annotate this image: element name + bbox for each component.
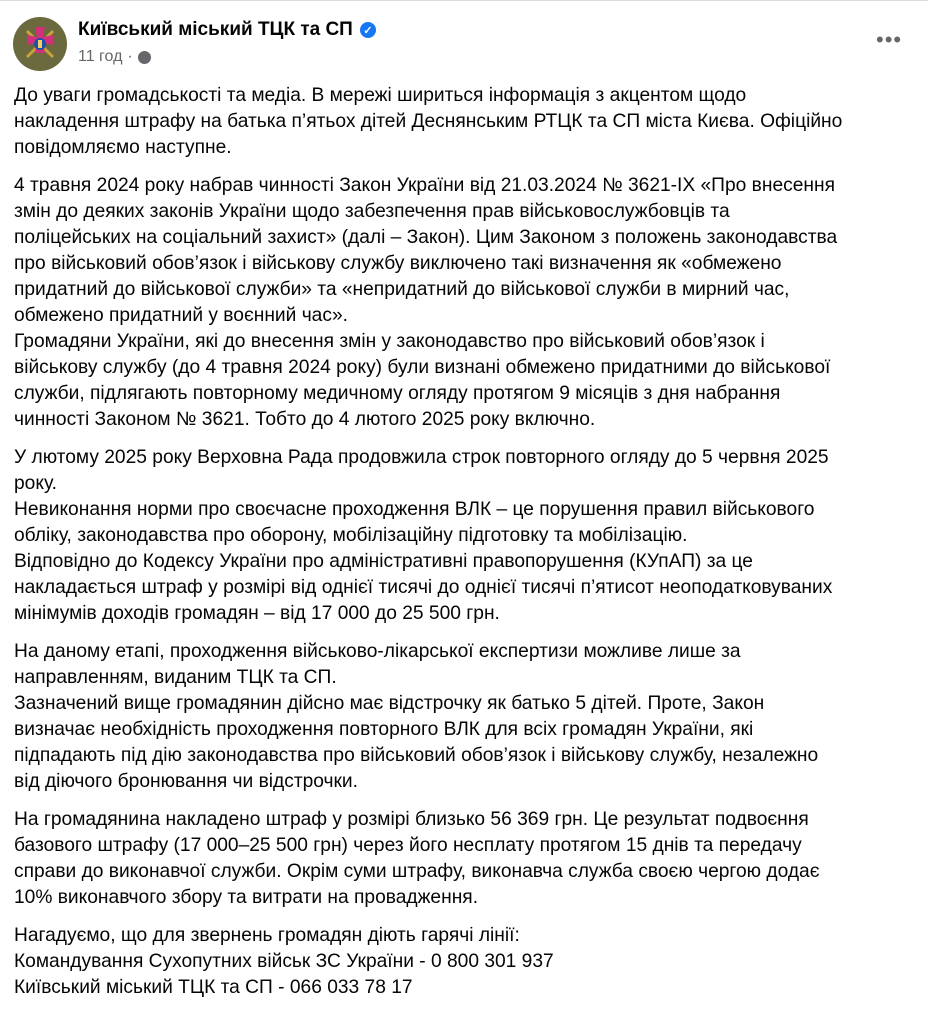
text-line: визначає необхідність проходження повторного ВЛК для всіх громадян України, які bbox=[14, 719, 754, 740]
text-line: 4 травня 2024 року набрав чинності Закон України від 21.03.2024 № 3621-IX «Про внесення bbox=[14, 175, 835, 196]
text-line: На громадянина накладено штраф у розмірі близько 56 369 грн. Це результат подвоєння bbox=[14, 809, 809, 830]
text-line: Командування Сухопутних військ ЗС України - 0 800 301 937 bbox=[14, 951, 554, 972]
text-line: До уваги громадськості та медіа. В мережі шириться інформація з акцентом щодо bbox=[14, 85, 747, 106]
text-line: У лютому 2025 року Верховна Рада продовжила строк повторного огляду до 5 червня 2025 bbox=[14, 447, 829, 468]
post-paragraph bbox=[14, 639, 919, 795]
text-line: накладення штрафу на батька п’ятьох дітей Деснянським РТЦК та СП міста Києва. Офіційно bbox=[14, 111, 843, 132]
post-meta bbox=[78, 48, 151, 66]
emblem-icon bbox=[13, 17, 67, 71]
text-line: змін до деяких законів України щодо забезпечення прав військовослужбовців та bbox=[14, 201, 730, 222]
verified-badge-icon: ✓ bbox=[360, 22, 376, 38]
text-line: На даному етапі, проходження військово-лікарської експертизи можливе лише за bbox=[14, 641, 741, 662]
post-paragraph bbox=[14, 173, 919, 433]
post-paragraph bbox=[14, 445, 919, 627]
author-name[interactable]: Київський міський ТЦК та СП bbox=[78, 19, 353, 40]
text-line: Зазначений вище громадянин дійсно має відстрочку як батько 5 дітей. Проте, Закон bbox=[14, 693, 765, 714]
text-line: підпадають під дію законодавства про військовий обов’язок і військову службу, незалежно bbox=[14, 745, 819, 766]
text-line: чинності Законом № 3621. Тобто до 4 лютого 2025 року включно. bbox=[14, 409, 596, 430]
text-line: 10% виконавчого збору та витрати на провадження. bbox=[14, 887, 479, 908]
text-line: обмежено придатний у воєнний час». bbox=[14, 305, 348, 326]
text-line: про військовий обов’язок і військову службу виключено такі визначення як «обмежено bbox=[14, 253, 782, 274]
text-line: від діючого бронювання чи відстрочки. bbox=[14, 771, 358, 792]
page-avatar[interactable] bbox=[13, 17, 67, 71]
text-line: накладається штраф у розмірі від однієї тисячі до однієї тисячі п’ятисот неоподатковуваних bbox=[14, 577, 833, 598]
post-time[interactable]: 11 год bbox=[78, 48, 123, 65]
text-line: Невиконання норми про своєчасне проходження ВЛК – це порушення правил військового bbox=[14, 499, 815, 520]
text-line: мінімумів доходів громадян – від 17 000 до 25 500 грн. bbox=[14, 603, 500, 624]
text-line: справи до виконавчої служби. Окрім суми штрафу, виконавча служба своєю чергою додає bbox=[14, 861, 820, 882]
text-line: служби, підлягають повторному медичному огляду протягом 9 місяців з дня набрання bbox=[14, 383, 781, 404]
text-line: придатний до військової служби» та «непридатний до військової служби в мирний час, bbox=[14, 279, 790, 300]
post-author[interactable] bbox=[78, 19, 376, 41]
meta-separator: · bbox=[127, 48, 133, 65]
post-text bbox=[14, 83, 919, 1013]
post-paragraph bbox=[14, 923, 919, 1001]
text-line: повідомляємо наступне. bbox=[14, 137, 232, 158]
post-paragraph bbox=[14, 807, 919, 911]
text-line: військову службу (до 4 травня 2024 року) були визнані обмежено придатними до військової bbox=[14, 357, 831, 378]
globe-icon bbox=[138, 51, 151, 64]
text-line: Громадяни України, які до внесення змін у законодавство про військовий обов’язок і bbox=[14, 331, 765, 352]
text-line: поліцейських на соціальний захист» (далі – Закон). Цим Законом з положень законодавства bbox=[14, 227, 838, 248]
text-line: Київський міський ТЦК та СП - 066 033 78 17 bbox=[14, 977, 413, 998]
text-line: направленням, виданим ТЦК та СП. bbox=[14, 667, 337, 688]
more-options-button[interactable]: ••• bbox=[876, 27, 903, 52]
text-line: базового штрафу (17 000–25 500 грн) через його несплату протягом 15 днів та передачу bbox=[14, 835, 802, 856]
top-divider bbox=[0, 0, 928, 1]
text-line: обліку, законодавства про оборону, мобілізаційну підготовку та мобілізацію. bbox=[14, 525, 688, 546]
text-line: Нагадуємо, що для звернень громадян діють гарячі лінії: bbox=[14, 925, 520, 946]
text-line: року. bbox=[14, 473, 57, 494]
post-paragraph bbox=[14, 83, 919, 161]
text-line: Відповідно до Кодексу України про адміністративні правопорушення (КУпАП) за це bbox=[14, 551, 753, 572]
